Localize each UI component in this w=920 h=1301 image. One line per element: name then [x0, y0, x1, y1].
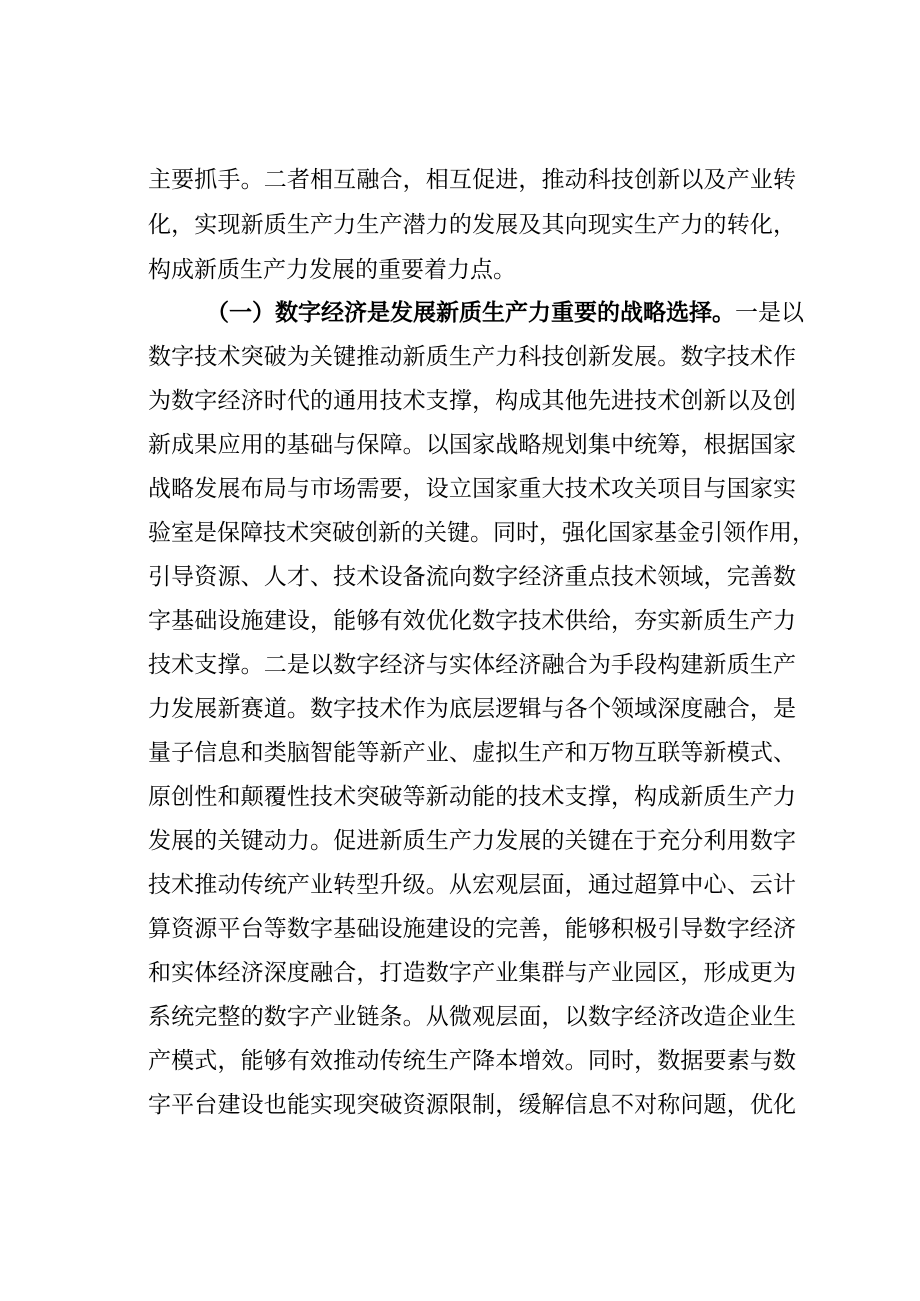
- text-line: 主要抓手。二者相互融合，相互促进，推动科技创新以及产业转: [148, 167, 796, 193]
- text-line: 算资源平台等数字基础设施建设的完善，能够积极引导数字经济: [148, 916, 796, 942]
- text-line: 发展的关键动力。促进新质生产力发展的关键在于充分利用数字: [148, 828, 796, 854]
- text-line: 原创性和颠覆性技术突破等新动能的技术支撑，构成新质生产力: [148, 784, 796, 810]
- section-heading-line: [206, 293, 804, 333]
- text-line: 化，实现新质生产力生产潜力的发展及其向现实生产力的转化，: [148, 212, 796, 238]
- text-line: 新成果应用的基础与保障。以国家战略规划集中统筹，根据国家: [148, 432, 796, 458]
- text-line: 和实体经济深度融合，打造数字产业集群与产业园区，形成更为: [148, 960, 796, 986]
- text-line: 字基础设施建设，能够有效优化数字技术供给，夯实新质生产力: [148, 608, 796, 634]
- section-heading: （一）数字经济是发展新质生产力重要的战略选择。: [206, 300, 735, 326]
- text-line: 构成新质生产力发展的重要着力点。: [148, 257, 516, 283]
- text-line: 力发展新赛道。数字技术作为底层逻辑与各个领域深度融合，是: [148, 696, 796, 722]
- text-line: 字平台建设也能实现突破资源限制，缓解信息不对称问题，优化: [148, 1092, 796, 1118]
- text-line: 技术支撑。二是以数字经济与实体经济融合为手段构建新质生产: [148, 652, 796, 678]
- text-line: 引导资源、人才、技术设备流向数字经济重点技术领域，完善数: [148, 564, 796, 590]
- text-line: 验室是保障技术突破创新的关键。同时，强化国家基金引领作用，: [148, 520, 815, 546]
- text-line: 技术推动传统产业转型升级。从宏观层面，通过超算中心、云计: [148, 872, 796, 898]
- text-line: 产模式，能够有效推动传统生产降本增效。同时，数据要素与数: [148, 1048, 796, 1074]
- text-line: 量子信息和类脑智能等新产业、虚拟生产和万物互联等新模式、: [148, 740, 796, 766]
- text-line: 系统完整的数字产业链条。从微观层面，以数字经济改造企业生: [148, 1004, 796, 1030]
- text-line: 数字技术突破为关键推动新质生产力科技创新发展。数字技术作: [148, 344, 796, 370]
- text-line: 战略发展布局与市场需要，设立国家重大技术攻关项目与国家实: [148, 476, 796, 502]
- text-line: 为数字经济时代的通用技术支撑，构成其他先进技术创新以及创: [148, 388, 796, 414]
- text-span: 一是以: [735, 300, 804, 326]
